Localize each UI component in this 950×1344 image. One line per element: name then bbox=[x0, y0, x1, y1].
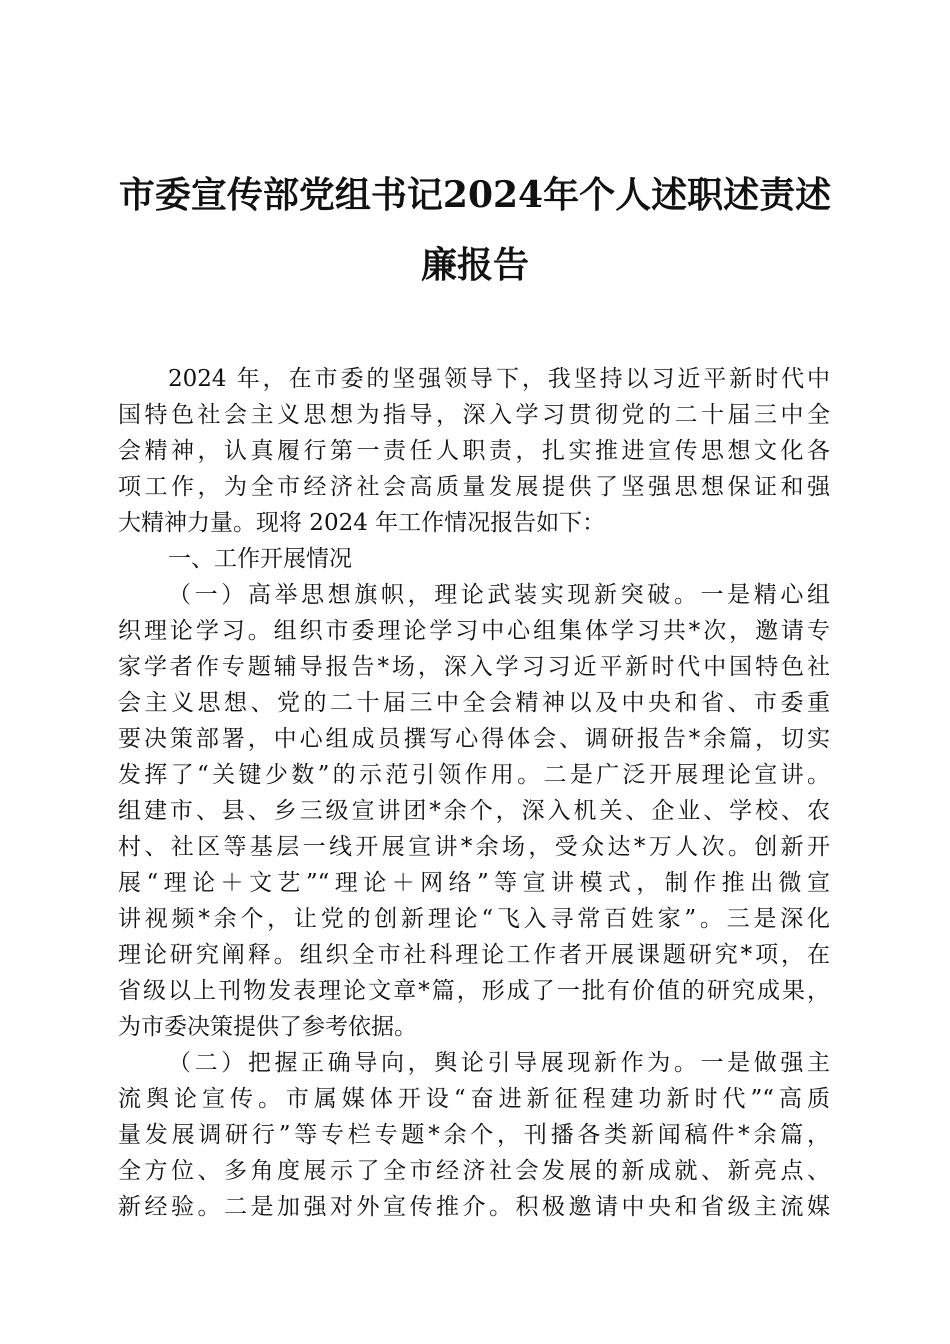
paragraph-line: 讲视频*余个，让党的创新理论“飞入寻常百姓家”。三是深化 bbox=[118, 906, 830, 932]
paragraph-line: 村、社区等基层一线开展宣讲*余场，受众达*万人次。创新开 bbox=[118, 834, 830, 860]
paragraph-line: 组建市、县、乡三级宣讲团*余个，深入机关、企业、学校、农 bbox=[118, 798, 830, 824]
paragraph-line: 大精神力量。现将 2024 年工作情况报告如下： bbox=[118, 510, 606, 536]
paragraph-line: 会主义思想、党的二十届三中全会精神以及中央和省、市委重 bbox=[118, 690, 830, 716]
paragraph-line: 新经验。二是加强对外宣传推介。积极邀请中央和省级主流媒 bbox=[118, 1194, 830, 1220]
paragraph-line: 省级以上刊物发表理论文章*篇，形成了一批有价值的研究成果， bbox=[118, 978, 830, 1004]
subsection-heading-line: （一）高举思想旗帜，理论武装实现新突破。一是精心组 bbox=[168, 582, 830, 608]
paragraph-line: 流舆论宣传。市属媒体开设“奋进新征程建功新时代”“高质 bbox=[118, 1086, 830, 1112]
paragraph-line: 为市委决策提供了参考依据。 bbox=[118, 1014, 417, 1040]
document-title-line-1: 市委宣传部党组书记2024年个人述职述责述 bbox=[118, 174, 832, 216]
paragraph-line: 国特色社会主义思想为指导，深入学习贯彻党的二十届三中全 bbox=[118, 402, 830, 428]
paragraph-line: 会精神，认真履行第一责任人职责，扎实推进宣传思想文化各 bbox=[118, 438, 830, 464]
paragraph-line: 织理论学习。组织市委理论学习中心组集体学习共*次，邀请专 bbox=[118, 618, 830, 644]
paragraph-line: 展“理论＋文艺”“理论＋网络”等宣讲模式，制作推出微宣 bbox=[118, 870, 830, 896]
paragraph-line: 发挥了“关键少数”的示范引领作用。二是广泛开展理论宣讲。 bbox=[118, 762, 830, 788]
paragraph-line: 全方位、多角度展示了全市经济社会发展的新成就、新亮点、 bbox=[118, 1158, 830, 1184]
subsection-heading-line: （二）把握正确导向，舆论引导展现新作为。一是做强主 bbox=[168, 1050, 830, 1076]
paragraph-line: 2024 年，在市委的坚强领导下，我坚持以习近平新时代中 bbox=[168, 366, 830, 392]
paragraph-line: 理论研究阐释。组织全市社科理论工作者开展课题研究*项，在 bbox=[118, 942, 830, 968]
paragraph-line: 量发展调研行”等专栏专题*余个，刊播各类新闻稿件*余篇， bbox=[118, 1122, 830, 1148]
paragraph-line: 项工作，为全市经济社会高质量发展提供了坚强思想保证和强 bbox=[118, 474, 830, 500]
document-body bbox=[118, 361, 830, 1225]
document-title-line-2: 廉报告 bbox=[420, 244, 529, 286]
paragraph-line: 家学者作专题辅导报告*场，深入学习习近平新时代中国特色社 bbox=[118, 654, 830, 680]
paragraph-line: 要决策部署，中心组成员撰写心得体会、调研报告*余篇，切实 bbox=[118, 726, 830, 752]
section-heading: 一、工作开展情况 bbox=[168, 546, 352, 572]
